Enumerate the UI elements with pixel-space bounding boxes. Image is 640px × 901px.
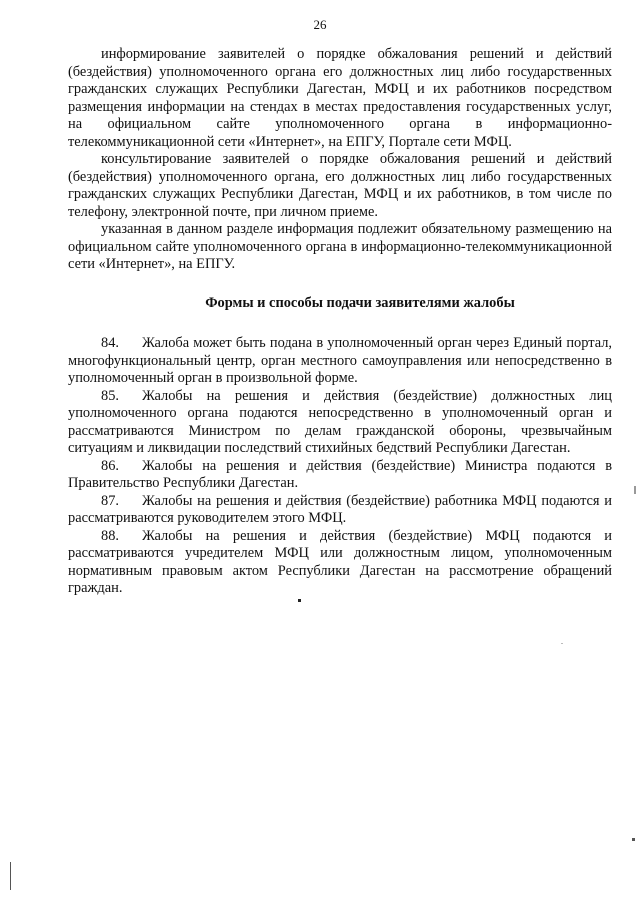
item-number: 88. xyxy=(101,527,119,544)
item-87 xyxy=(68,493,612,528)
scan-edge-mark xyxy=(634,486,636,494)
item-number: 84. xyxy=(101,335,119,351)
page-number: 26 xyxy=(313,17,327,32)
item-number: 87. xyxy=(101,492,119,509)
item-text: Жалобы на решения и действия (бездействие) МФЦ подаются и рассматриваются учредителем МФЦ или должностным лицом, уполномоченным нормативным правовым актом Республики Дагестан на рассмотрение обращений граждан. xyxy=(68,527,612,596)
item-text: Жалобы на решения и действия (бездействие) работника МФЦ подаются и рассматриваются руководителем этого МФЦ. xyxy=(68,492,612,526)
item-number: 85. xyxy=(101,387,119,404)
scan-edge-mark xyxy=(10,862,11,890)
item-85 xyxy=(68,388,612,458)
item-text: Жалоба может быть подана в уполномоченный орган через Единый портал, многофункциональный центр, орган местного самоуправления или непосредственно в уполномоченный орган в произвольной форме. xyxy=(68,335,612,386)
item-86 xyxy=(68,458,612,493)
scan-speck xyxy=(561,643,563,644)
paragraph-informing: информирование заявителей о порядке обжалования решений и действий (бездействия) уполномоченного органа его должностных лиц либо государственных гражданских служащих Республики Дагестан, МФЦ и их работников посредством размещения информации на стендах в местах предоставления государственных услуг, на официальном сайте уполномоченного органа в информационно-телекоммуникационной сети «Интернет», на ЕПГУ, Портале сети МФЦ. xyxy=(68,46,612,150)
item-number: 86. xyxy=(101,457,119,474)
item-84 xyxy=(68,335,612,388)
item-88 xyxy=(68,528,612,598)
item-text: Жалобы на решения и действия (бездействие) Министра подаются в Правительство Республики Дагестан. xyxy=(68,457,612,491)
document-body xyxy=(68,46,612,598)
section-heading: Формы и способы подачи заявителями жалобы xyxy=(205,294,515,311)
paragraph-consulting: консультирование заявителей о порядке обжалования решений и действий (бездействия) уполномоченного органа, его должностных лиц либо государственных гражданских служащих Республики Дагестан, МФЦ и их работников, в том числе по телефону, электронной почте, при личном приеме. xyxy=(68,151,612,220)
scan-edge-mark xyxy=(632,838,635,841)
paragraph-publication: указанная в данном разделе информация подлежит обязательному размещению на официальном сайте уполномоченного органа в информационно-телекоммуникационной сети «Интернет», на ЕПГУ. xyxy=(68,221,612,272)
scan-speck xyxy=(298,599,301,602)
item-text: Жалобы на решения и действия (бездействие) должностных лиц уполномоченного органа подаются непосредственно в уполномоченный орган и рассматриваются Министром по делам гражданской обороны, чрезвычайным ситуациям и ликвидации последствий стихийных бедствий Республики Дагестан. xyxy=(68,387,612,456)
